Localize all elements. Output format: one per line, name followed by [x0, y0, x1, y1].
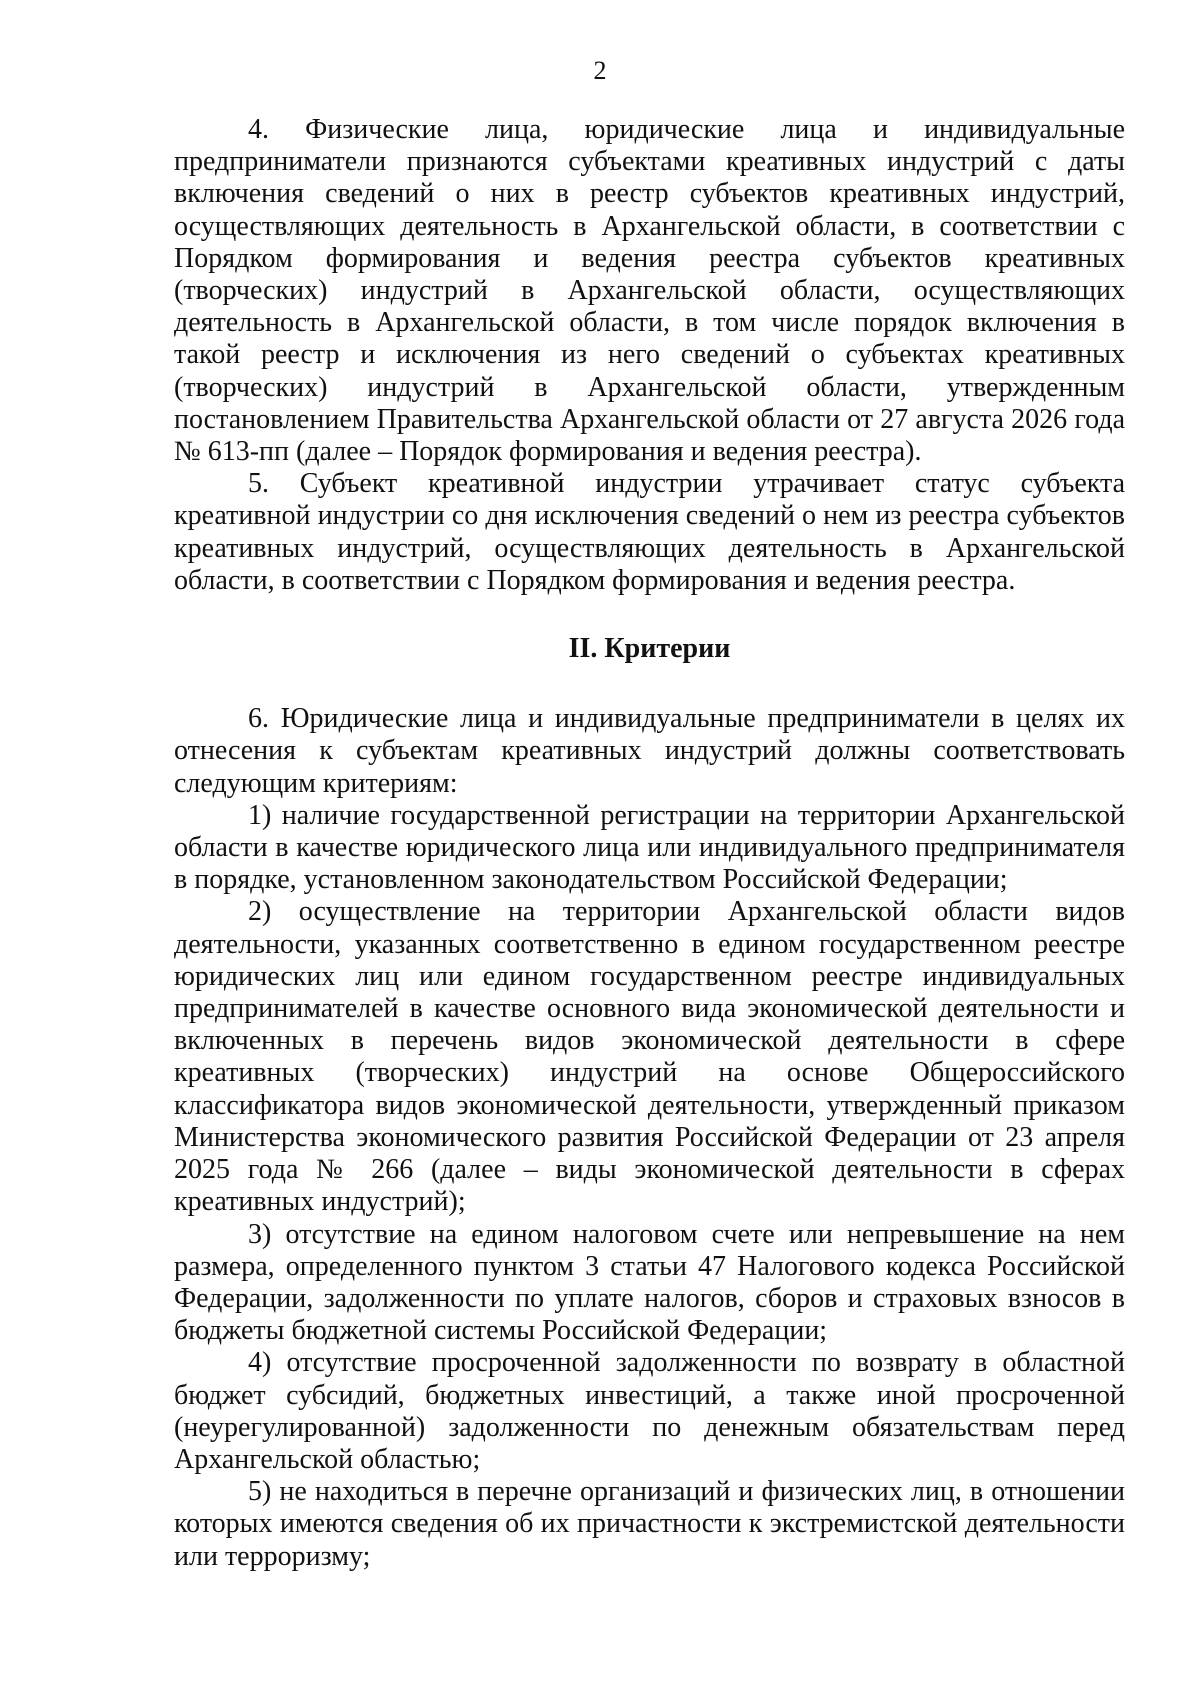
criterion-4: 4) отсутствие просроченной задолженности по возврату в областной бюджет субсидий, бюджетных инвестиций, а также иной просроченной (неурегулированной) задолженности по денежным обязательствам перед Архангельской областью; [174, 1347, 1125, 1475]
criterion-3: 3) отсутствие на едином налоговом счете или непревышение на нем размера, определенного пунктом 3 статьи 47 Налогового кодекса Российской Федерации, задолженности по уплате налогов, сборов и страховых взносов в бюджеты бюджетной системы Российской Федерации; [174, 1218, 1125, 1347]
criterion-1: 1) наличие государственной регистрации на территории Архангельской области в качестве юридического лица или индивидуального предпринимателя в порядке, установленном законодательством Российской Федерации; [174, 799, 1125, 896]
paragraph-6: 6. Юридические лица и индивидуальные предприниматели в целях их отнесения к субъектам креативных индустрий должны соответствовать следующим критериям: [174, 703, 1125, 799]
page-number: 2 [593, 56, 607, 85]
criterion-5: 5) не находиться в перечне организаций и физических лиц, в отношении которых имеются сведения об их причастности к экстремистской деятельности или терроризму; [174, 1476, 1125, 1572]
paragraph-4: 4. Физические лица, юридические лица и индивидуальные предприниматели признаются субъектами креативных индустрий с даты включения сведений о них в реестр субъектов креативных индустрий, осуществляющих деятельность в Архангельской области, в соответствии с Порядком формирования и ведения реестра субъектов креативных (творческих) индустрий в Архангельской области, осуществляющих деятельность в Архангельской области, в том числе порядок включения в такой реестр и исключения из него сведений о субъектах креативных (творческих) индустрий в Архангельской области, утвержденным постановлением Правительства Архангельской области от 27 августа 2026 года № 613-пп (далее – Порядок формирования и ведения реестра). [174, 114, 1125, 468]
document-body [174, 114, 1125, 1573]
criterion-2: 2) осуществление на территории Архангельской области видов деятельности, указанных соответственно в едином государственном реестре юридических лиц или едином государственном реестре индивидуальных предпринимателей в качестве основного вида экономической деятельности и включенных в перечень видов экономической деятельности в сфере креативных (творческих) индустрий на основе Общероссийского классификатора видов экономической деятельности, утвержденный приказом Министерства экономического развития Российской Федерации от 23 апреля 2025 года № 266 (далее – виды экономической деятельности в сферах креативных индустрий); [174, 896, 1125, 1218]
paragraph-5: 5. Субъект креативной индустрии утрачивает статус субъекта креативной индустрии со дня исключения сведений о нем из реестра субъектов креативных индустрий, осуществляющих деятельность в Архангельской области, в соответствии с Порядком формирования и ведения реестра. [174, 468, 1125, 596]
section-heading: II. Критерии [568, 633, 731, 665]
